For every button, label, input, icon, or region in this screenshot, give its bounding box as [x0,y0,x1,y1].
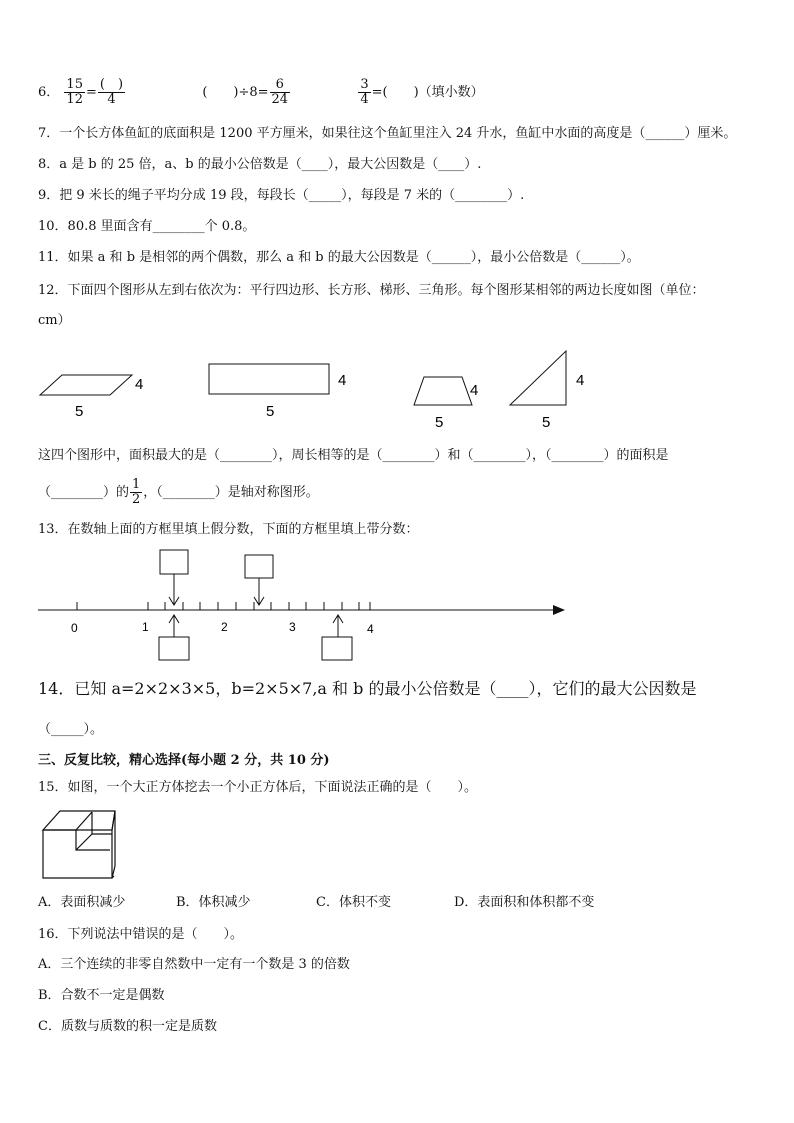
tick-label-4: 4 [367,622,374,636]
section-3-heading: 三、反复比较，精心选择(每小题 2 分，共 10 分) [38,753,330,768]
label-5: 5 [435,414,444,431]
question-16-option-c[interactable]: C．质数与质数的积一定是质数 [38,1019,217,1034]
q12-shapes-figure [0,340,794,435]
question-16-option-a[interactable]: A．三个连续的非零自然数中一定有一个数是 3 的倍数 [38,957,350,972]
top-answer-box-1[interactable] [160,550,188,574]
question-15-options [38,895,594,911]
tick-label-0: 0 [71,621,78,635]
fraction-one-half: $\frac{1}{2}$ [132,477,141,507]
tick-marks [77,602,370,610]
label-5: 5 [266,403,275,420]
label-4: 4 [338,372,347,389]
question-7: 7．一个长方体鱼缸的底面积是 1200 平方厘米，如果往这个鱼缸里注入 24 升水，鱼缸中水面的高度是（______）厘米。 [38,126,737,141]
label-4: 4 [470,382,479,399]
parallelogram-shape [40,375,132,395]
question-8: 8．a 是 b 的 25 倍，a、b 的最小公倍数是（____），最大公因数是（____）. [38,157,482,172]
trapezoid-shape [414,377,472,405]
question-number: 6． [38,85,60,100]
fraction-15-12: $\frac{15}{12}$ [66,77,83,107]
question-11: 11．如果 a 和 b 是相邻的两个偶数，那么 a 和 b 的最大公因数是（______），最小公倍数是（______）。 [38,250,640,265]
label-5: 5 [542,414,551,431]
question-14-line1: 14．已知 a=2×2×3×5，b=2×5×7,a 和 b 的最小公倍数是（____），它们的最大公因数是 [38,679,697,698]
axis-arrow-head [553,605,565,615]
question-6: 6． $\frac{15}{12}$ = $\frac{( )}{4}$ ( )÷8= $\frac{6}{24}$ $\frac{3}{4}$ =( )（填小数） [38,77,484,107]
question-12-line2: cm） [38,313,71,328]
cube-cutout-figure [40,808,120,883]
question-14-line2: （_____）。 [38,722,104,737]
question-13: 13．在数轴上面的方框里填上假分数，下面的方框里填上带分数： [38,522,419,537]
number-line-figure [0,545,794,665]
question-10: 10．80.8 里面含有________个 0.8。 [38,219,256,234]
fraction-blank-4: $\frac{( )}{4}$ [99,77,124,107]
label-4: 4 [576,372,585,389]
label-5: 5 [75,403,84,420]
answer-blank[interactable]: ( ) [202,85,239,100]
option-a[interactable]: A．表面积减少 [38,895,126,910]
bottom-answer-box-1[interactable] [159,637,189,660]
bottom-answer-box-2[interactable] [322,637,352,660]
question-12-text1: 这四个图形中，面积最大的是（________），周长相等的是（________）和（________），（________）的面积是 [38,448,669,463]
label-4: 4 [135,376,144,393]
question-9: 9．把 9 米长的绳子平均分成 19 段，每段长（_____），每段是 7 米的（________）. [38,188,525,203]
option-b[interactable]: B．体积减少 [176,895,251,910]
question-15: 15．如图，一个大正方体挖去一个小正方体后，下面说法正确的是（ ）。 [38,780,478,795]
triangle-shape [510,351,566,405]
question-12-line1: 12．下面四个图形从左到右依次为：平行四边形、长方形、梯形、三角形。每个图形某相邻的两边长度如图（单位： [38,283,705,298]
tick-label-1: 1 [142,620,149,634]
top-answer-box-2[interactable] [245,555,273,578]
tick-label-2: 2 [221,620,228,634]
option-d[interactable]: D．表面积和体积都不变 [454,895,595,910]
tick-label-3: 3 [289,620,296,634]
fraction-3-4: $\frac{3}{4}$ [360,77,369,107]
option-c[interactable]: C．体积不变 [316,895,391,910]
question-12-text2: （________）的 $\frac{1}{2}$ ，（________）是轴对称图形。 [38,477,319,507]
rectangle-shape [209,364,329,394]
question-16: 16．下列说法中错误的是（ ）。 [38,927,244,942]
question-16-option-b[interactable]: B．合数不一定是偶数 [38,988,165,1003]
fraction-6-24: $\frac{6}{24}$ [271,77,289,107]
